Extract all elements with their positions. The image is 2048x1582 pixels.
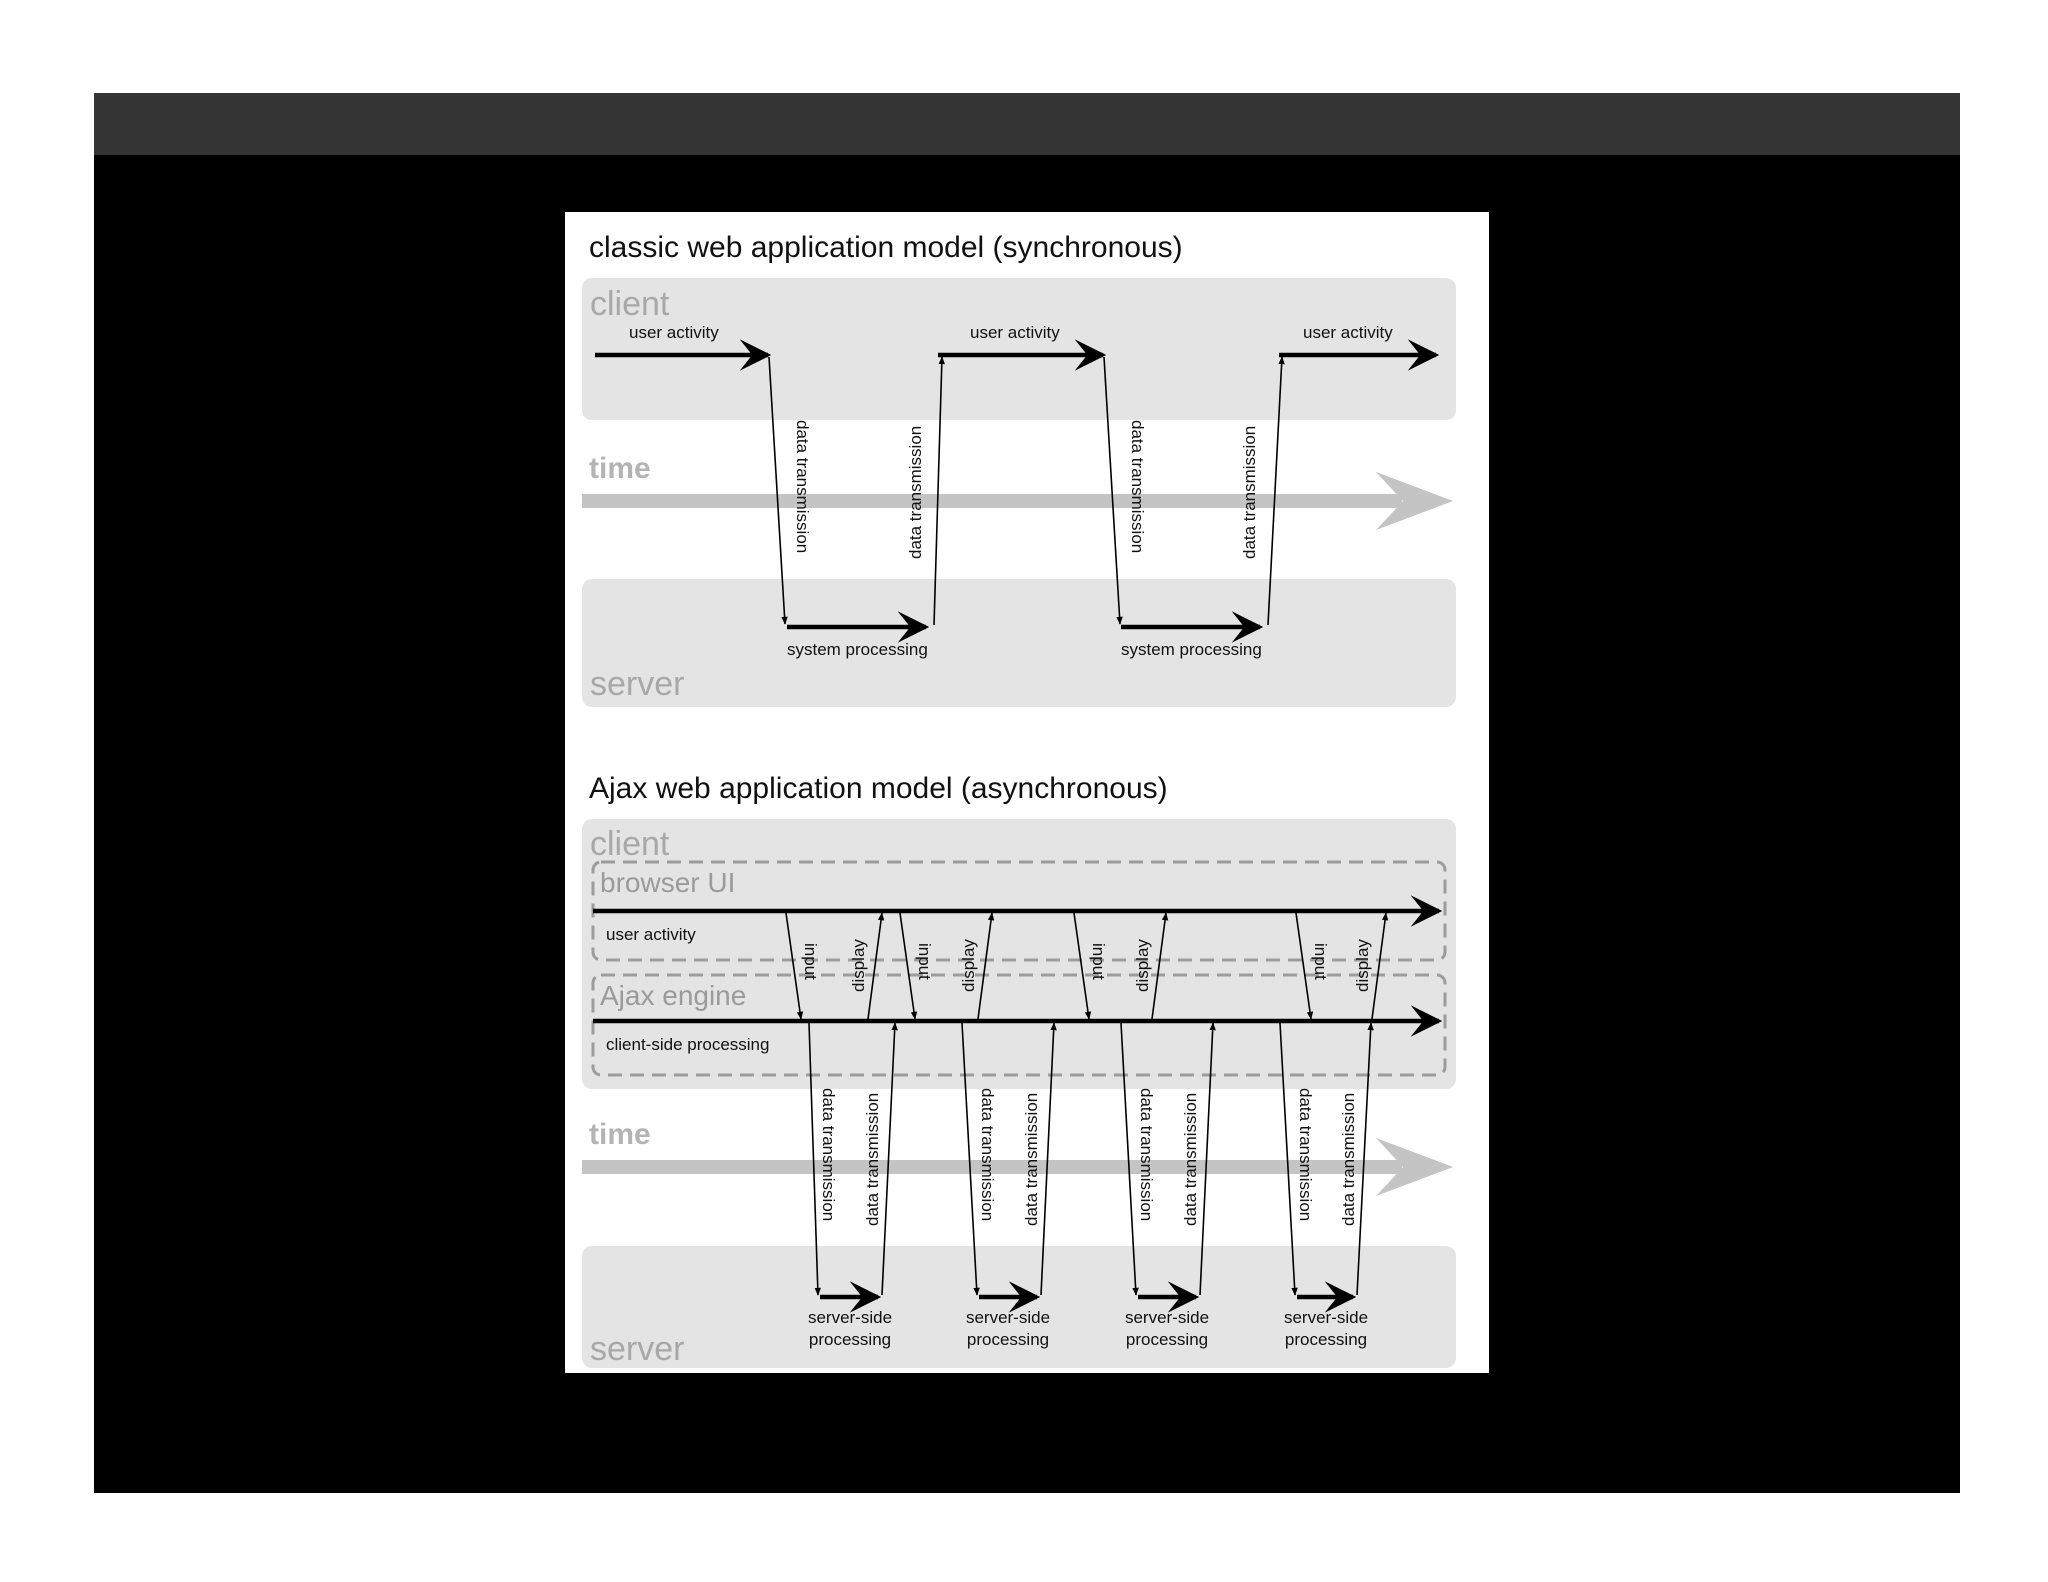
server-side-label-2a: server-side — [965, 1308, 1051, 1327]
ajax-model-title: Ajax web application model (asynchronous) — [589, 772, 1168, 805]
classic-data-transmission-label-2: data transmission — [906, 425, 925, 559]
server-side-label-2b: processing — [966, 1330, 1050, 1349]
server-side-label-1a: server-side — [807, 1308, 893, 1327]
ajax-time-label: time — [589, 1118, 651, 1151]
classic-server-panel — [582, 579, 1456, 707]
ajax-vs-classic-diagram — [565, 212, 1489, 1373]
slide-title-bar — [94, 93, 1960, 155]
classic-data-transmission-label-4: data transmission — [1240, 425, 1259, 559]
ajax-data-transmission-label-4: data transmission — [1022, 1092, 1041, 1226]
display-label-1: display — [849, 939, 868, 992]
input-label-3: input — [1089, 943, 1108, 980]
classic-client-panel — [582, 278, 1456, 420]
classic-user-activity-label-3: user activity — [1303, 323, 1393, 342]
ajax-data-transmission-label-2: data transmission — [863, 1092, 882, 1226]
server-side-label-1b: processing — [808, 1330, 892, 1349]
server-side-label-3b: processing — [1125, 1330, 1209, 1349]
ajax-server-label: server — [590, 1330, 685, 1368]
ajax-engine-label: Ajax engine — [600, 980, 747, 1011]
classic-time-label: time — [589, 452, 651, 485]
server-side-label-4b: processing — [1284, 1330, 1368, 1349]
display-label-3: display — [1133, 939, 1152, 992]
classic-user-activity-label-1: user activity — [629, 323, 719, 342]
classic-system-processing-label-2: system processing — [1121, 640, 1262, 659]
input-label-2: input — [915, 943, 934, 980]
ajax-server-panel — [582, 1246, 1456, 1368]
ajax-data-transmission-label-3: data transmission — [978, 1088, 997, 1222]
classic-model-title: classic web application model (synchronous) — [589, 231, 1183, 264]
classic-system-processing-label-1: system processing — [787, 640, 928, 659]
input-label-4: input — [1311, 943, 1330, 980]
classic-server-label: server — [590, 665, 685, 703]
ajax-client-side-processing-label: client-side processing — [606, 1035, 770, 1054]
ajax-client-label: client — [590, 825, 670, 863]
display-label-2: display — [959, 939, 978, 992]
ajax-data-transmission-label-7: data transmission — [1296, 1088, 1315, 1222]
classic-time-arrow — [582, 472, 1453, 530]
ajax-data-transmission-label-5: data transmission — [1137, 1088, 1156, 1222]
input-label-1: input — [801, 943, 820, 980]
ajax-data-transmission-label-6: data transmission — [1181, 1092, 1200, 1226]
ajax-data-transmission-label-8: data transmission — [1339, 1092, 1358, 1226]
server-side-label-3a: server-side — [1124, 1308, 1210, 1327]
ajax-data-transmission-label-1: data transmission — [819, 1088, 838, 1222]
classic-data-transmission-label-1: data transmission — [793, 420, 812, 554]
display-label-4: display — [1353, 939, 1372, 992]
ajax-time-arrow — [582, 1138, 1453, 1196]
web-application-model-figure — [565, 212, 1489, 1373]
ajax-user-activity-label: user activity — [606, 925, 696, 944]
classic-data-transmission-label-3: data transmission — [1128, 420, 1147, 554]
browser-ui-label: browser UI — [600, 867, 736, 898]
classic-user-activity-label-2: user activity — [970, 323, 1060, 342]
classic-client-label: client — [590, 285, 670, 323]
server-side-label-4a: server-side — [1283, 1308, 1369, 1327]
